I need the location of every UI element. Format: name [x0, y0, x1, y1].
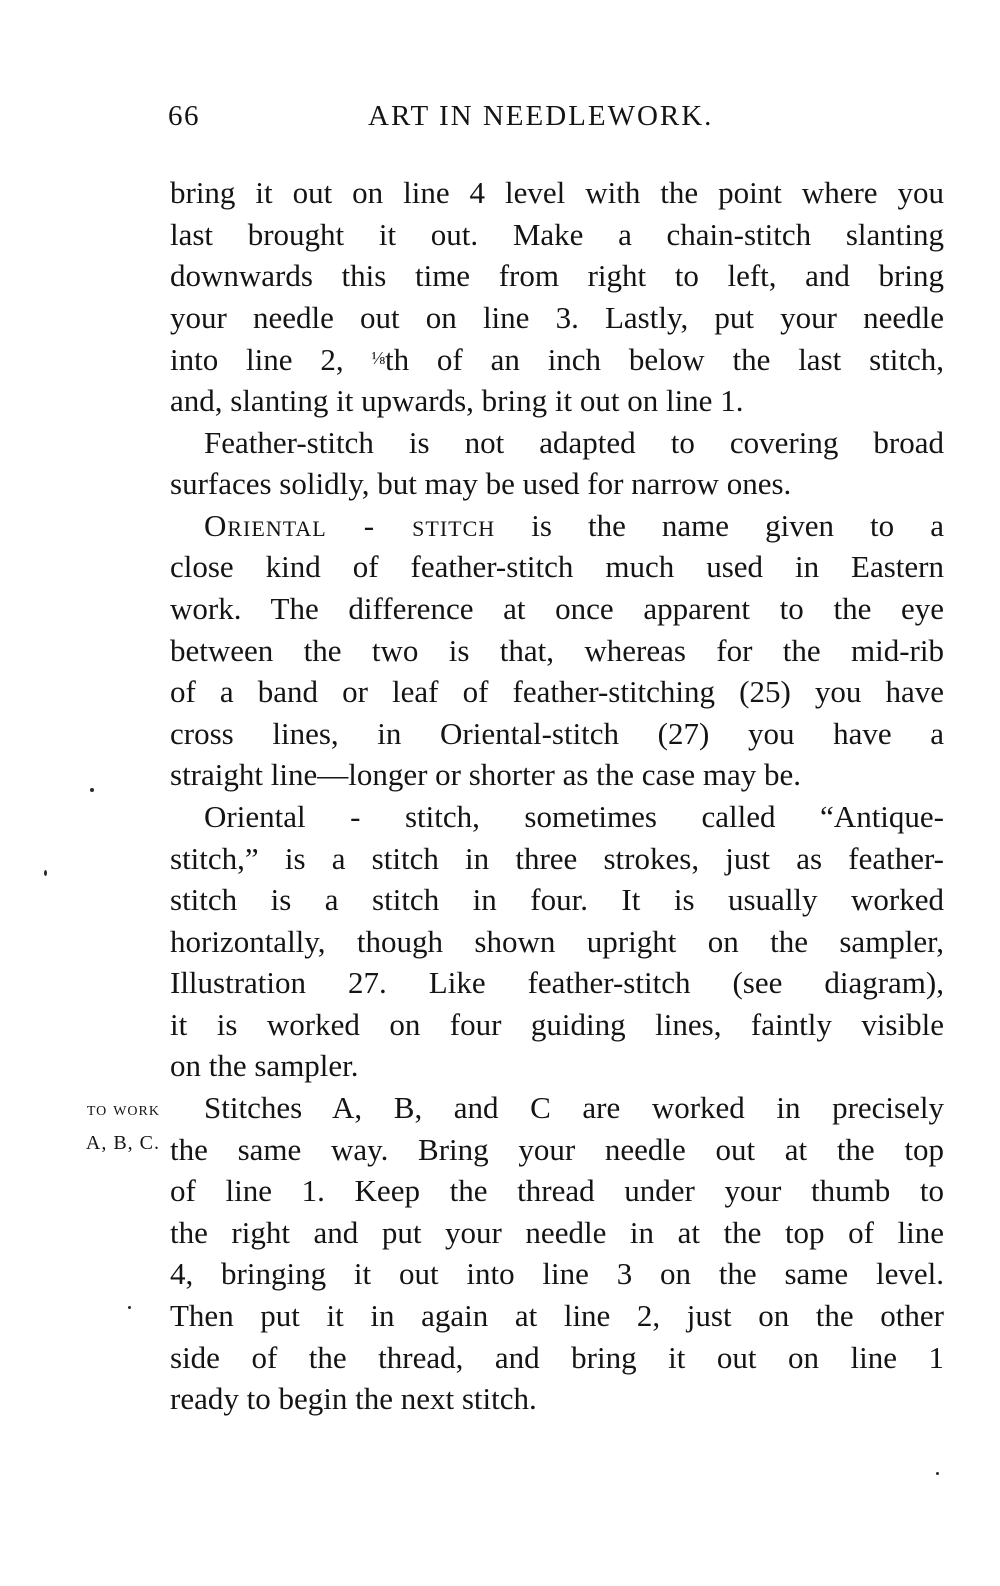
running-header: [168, 100, 748, 140]
text-line: Then put it in again at line 2, just on the other: [170, 1298, 944, 1334]
paragraph: [170, 172, 944, 422]
text-line: [170, 338, 944, 380]
print-speck: [90, 788, 94, 792]
marginal-note-line: to work: [86, 1098, 160, 1120]
text-line: the right and put your needle in at the top of line: [170, 1214, 944, 1250]
text-line: ready to begin the next stitch.: [170, 1381, 537, 1417]
text-line: downwards this time from right to left, and bring: [170, 258, 944, 294]
paragraph: [170, 796, 944, 1087]
text-fragment: is the name given to a: [495, 507, 944, 543]
text-line: stitch,” is a stitch in three strokes, just as feather-: [170, 840, 944, 876]
text-line: straight line—longer or shorter as the case may be.: [170, 757, 801, 793]
paragraph: [170, 505, 944, 796]
term-small-caps: Oriental - stitch: [204, 507, 496, 543]
text-line: between the two is that, whereas for the mid-rib: [170, 632, 944, 668]
text-fragment: th of an inch below the last stitch,: [384, 342, 944, 378]
page-number: 66: [168, 100, 200, 132]
text-line: surfaces solidly, but may be used for narrow ones.: [170, 466, 792, 502]
marginal-note: [40, 1092, 160, 1160]
text-line: 4, bringing it out into line 3 on the same level.: [170, 1256, 944, 1292]
print-speck: [44, 870, 47, 876]
text-line: work. The difference at once apparent to the eye: [170, 590, 944, 626]
text-line: last brought it out. Make a chain-stitch slanting: [170, 216, 944, 252]
text-line: stitch is a stitch in four. It is usually worked: [170, 882, 944, 918]
body-text: [170, 172, 944, 1420]
text-line: the same way. Bring your needle out at the top: [170, 1131, 944, 1167]
print-speck: [936, 1472, 939, 1475]
text-line: Oriental - stitch, sometimes called “Antique-: [204, 798, 944, 834]
paragraph: [170, 422, 944, 505]
text-line: Feather-stitch is not adapted to covering broad: [204, 424, 944, 460]
text-line: on the sampler.: [170, 1048, 359, 1084]
marginal-note-line: A, B, C.: [85, 1132, 160, 1154]
text-line: of line 1. Keep the thread under your thumb to: [170, 1173, 944, 1209]
paragraph: [170, 1087, 944, 1420]
text-line: [170, 505, 944, 547]
text-line: Stitches A, B, and C are worked in precisely: [204, 1090, 944, 1126]
text-line: bring it out on line 4 level with the point where you: [170, 175, 944, 210]
text-line: of a band or leaf of feather-stitching (25) you have: [170, 674, 944, 710]
text-line: your needle out on line 3. Lastly, put your needle: [170, 299, 944, 335]
text-fragment: into line 2,: [170, 342, 344, 378]
fraction: ⅛: [371, 348, 385, 369]
print-speck: [128, 1306, 131, 1309]
text-line: and, slanting it upwards, bring it out on line 1.: [170, 382, 744, 418]
running-title: ART IN NEEDLEWORK.: [368, 100, 714, 132]
text-line: it is worked on four guiding lines, faintly visible: [170, 1006, 944, 1042]
text-line: Illustration 27. Like feather-stitch (see diagram),: [170, 965, 944, 1001]
text-line: cross lines, in Oriental-stitch (27) you have a: [170, 715, 944, 751]
text-line: horizontally, though shown upright on the sampler,: [170, 923, 944, 959]
text-line: side of the thread, and bring it out on line 1: [170, 1339, 944, 1375]
text-line: close kind of feather-stitch much used in Eastern: [170, 549, 944, 585]
